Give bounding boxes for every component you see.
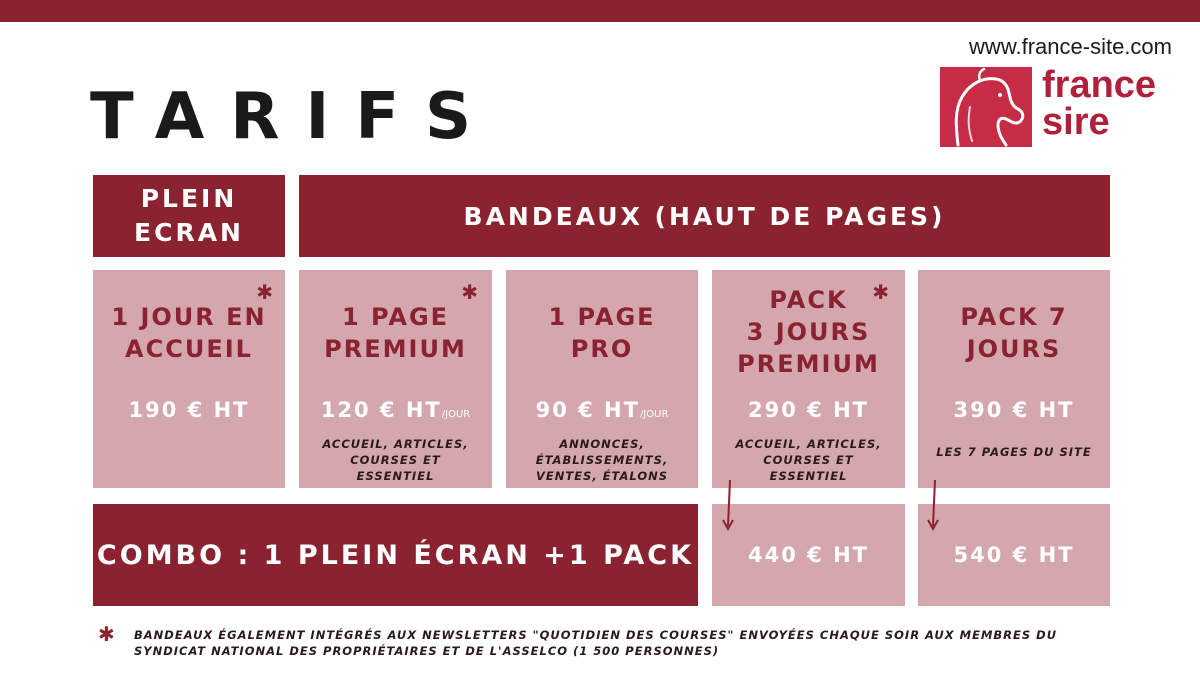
footnote: BANDEAUX ÉGALEMENT INTÉGRÉS AUX NEWSLETTERS "QUOTIDIEN DES COURSES" ENVOYÉES CHAQUE SOIR AUX MEMBRES DU SYNDICAT NATIONAL DES PROPRIÉTAIRES ET DE L'ASSELCO (1 500 PERSONNES) bbox=[134, 628, 1058, 658]
asterisk-icon: ✱ bbox=[256, 280, 273, 304]
card-price bbox=[918, 398, 1110, 422]
horse-head-icon bbox=[940, 67, 1032, 147]
france-sire-logo[interactable] bbox=[940, 64, 1165, 149]
card-price-value: 90 € HT bbox=[535, 398, 640, 422]
card-price bbox=[712, 398, 905, 422]
card-title: 1 PAGE PRO bbox=[548, 303, 656, 363]
header-plein-ecran-label: PLEIN ECRAN bbox=[134, 184, 244, 247]
site-url[interactable]: www.france-site.com bbox=[969, 34, 1172, 59]
header-bandeaux bbox=[299, 175, 1110, 257]
asterisk-icon: ✱ bbox=[98, 622, 115, 646]
card-title: PACK 7 JOURS bbox=[960, 303, 1068, 363]
header-bandeaux-label: BANDEAUX (HAUT DE PAGES) bbox=[463, 201, 946, 231]
price-card-pack-7-jours bbox=[918, 270, 1110, 488]
page-title: TARIFS bbox=[90, 80, 498, 154]
combo-price-value: 540 € HT bbox=[953, 543, 1075, 567]
logo-line-sire: sire bbox=[1042, 101, 1110, 143]
price-card-1-page-pro bbox=[506, 270, 698, 488]
logo-text bbox=[1042, 64, 1157, 143]
card-price-value: 390 € HT bbox=[953, 398, 1075, 422]
card-price-value: 120 € HT bbox=[320, 398, 442, 422]
card-note: LES 7 PAGES DU SITE bbox=[936, 445, 1092, 459]
card-price bbox=[93, 398, 285, 422]
asterisk-icon: ✱ bbox=[872, 280, 889, 304]
card-note: ACCUEIL, ARTICLES, COURSES ET ESSENTIEL bbox=[735, 437, 882, 483]
card-title: 1 PAGE PREMIUM bbox=[324, 303, 467, 363]
card-title: PACK 3 JOURS PREMIUM bbox=[737, 286, 880, 378]
combo-banner bbox=[93, 504, 698, 606]
combo-price-pack-7-jours bbox=[918, 504, 1110, 606]
logo-line-france: france bbox=[1042, 64, 1157, 106]
down-arrow-icon bbox=[721, 478, 737, 532]
card-price-unit: /JOUR bbox=[441, 409, 471, 420]
combo-label: COMBO : 1 PLEIN ÉCRAN +1 PACK bbox=[96, 539, 695, 571]
card-price bbox=[506, 398, 698, 422]
card-note: ANNONCES, ÉTABLISSEMENTS, VENTES, ÉTALONS bbox=[535, 437, 669, 483]
card-note: ACCUEIL, ARTICLES, COURSES ET ESSENTIEL bbox=[322, 437, 469, 483]
price-card-1-jour-accueil bbox=[93, 270, 285, 488]
price-card-1-page-premium bbox=[299, 270, 492, 488]
card-price-value: 290 € HT bbox=[748, 398, 869, 422]
down-arrow-icon bbox=[926, 478, 942, 532]
combo-price-value: 440 € HT bbox=[748, 543, 869, 567]
card-price bbox=[299, 398, 492, 422]
card-title: 1 JOUR EN ACCUEIL bbox=[111, 303, 267, 363]
combo-price-pack-3-jours bbox=[712, 504, 905, 606]
card-price-unit: /JOUR bbox=[639, 409, 669, 420]
price-card-pack-3-jours-premium bbox=[712, 270, 905, 488]
header-plein-ecran bbox=[93, 175, 285, 257]
card-price-value: 190 € HT bbox=[128, 398, 250, 422]
asterisk-icon: ✱ bbox=[461, 280, 478, 304]
top-bar bbox=[0, 0, 1200, 22]
